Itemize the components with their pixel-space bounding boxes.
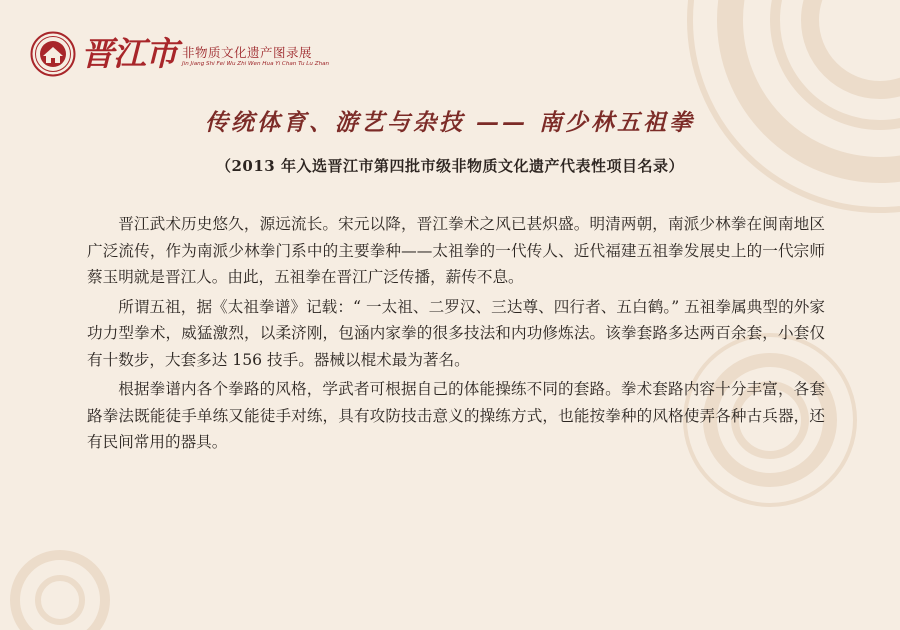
- paragraph-five-ancestors: 所谓五祖，据《太祖拳谱》记载：“ 一太祖、二罗汉、三达尊、四行者、五白鹤。” 五祖拳属典型的外家功力型拳术，威猛激烈，以柔济刚，包涵内家拳的很多技法和内功修炼法。该拳套路多达两百余套，小套仅有十数步，大套多达 156 技手。器械以棍术最为著名。: [87, 297, 825, 369]
- brand-block: [81, 34, 329, 74]
- paragraph-history: 晋江武术历史悠久，源远流长。宋元以降，晋江拳术之风已甚炽盛。明清两朝，南派少林拳在闽南地区广泛流传，作为南派少林拳门系中的主要拳种——太祖拳的一代传人、近代福建五祖拳发展史上的一代宗师蔡玉明就是晋江人。由此，五祖拳在晋江广泛传播，薪传不息。: [87, 215, 825, 286]
- page-title: 传统体育、游艺与杂技 —— 南少林五祖拳: [204, 109, 695, 136]
- article-body: [87, 211, 825, 459]
- heritage-seal-icon: [30, 31, 76, 77]
- exhibition-subtitle: 非物质文化遗产图录展: [182, 45, 313, 60]
- city-name: 晋江市: [81, 34, 177, 73]
- paragraph-routines: 根据拳谱内各个拳路的风格，学武者可根据自己的体能操练不同的套路。拳术套路内容十分丰富，各套路拳法既能徒手单练又能徒手对练，具有攻防技击意义的操练方式，也能按拳种的风格使弄各种古兵器，还有民间常用的器具。: [87, 380, 825, 451]
- exhibition-header: [30, 29, 329, 79]
- page-subtitle: （2013 年入选晋江市第四批市级非物质文化遗产代表性项目名录）: [216, 157, 684, 175]
- exhibition-pinyin: Jin Jiang Shi Fei Wu Zhi Wen Hua Yi Chan Tu Lu Zhan: [182, 61, 330, 67]
- brand-side-text: [182, 45, 329, 74]
